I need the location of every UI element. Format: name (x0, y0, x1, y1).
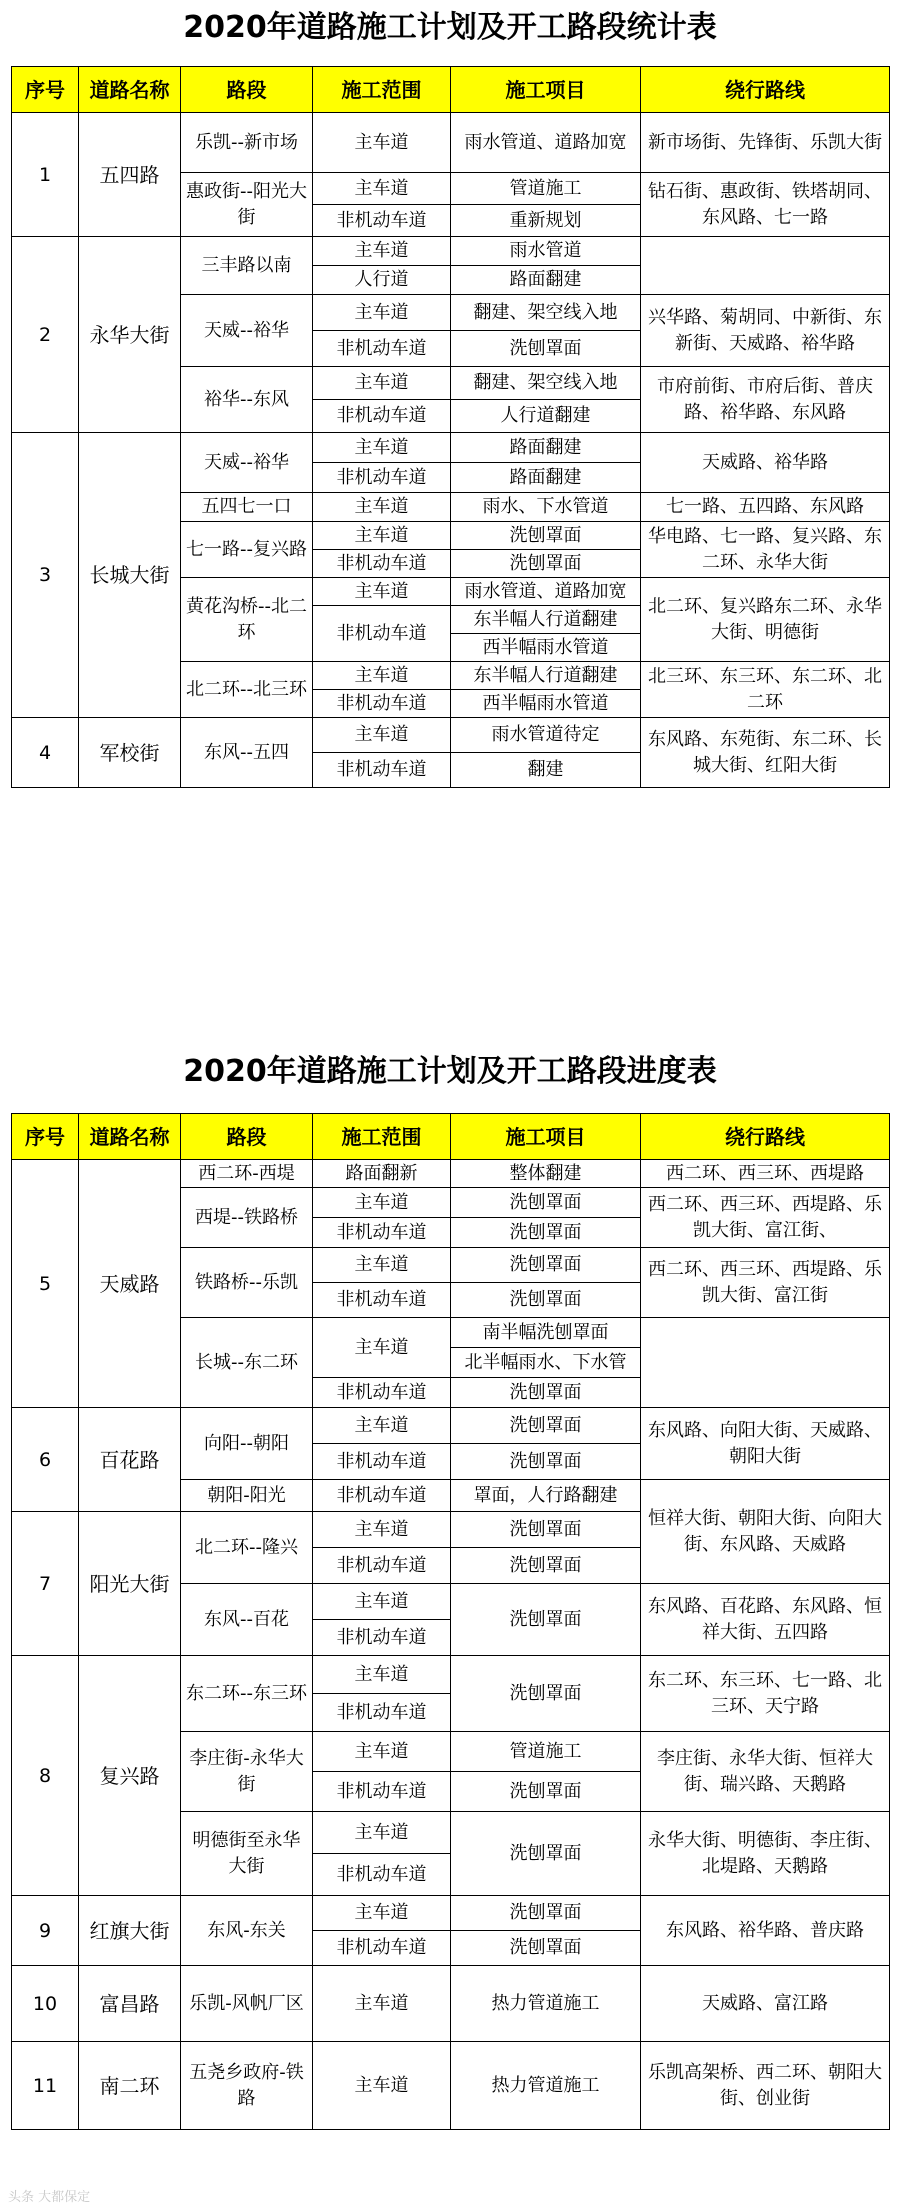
road-name: 长城大街 (79, 433, 181, 718)
construction-project: 南半幅洗刨罩面 (451, 1318, 641, 1348)
construction-project: 北半幅雨水、下水管 (451, 1348, 641, 1378)
construction-scope: 主车道 (313, 1408, 451, 1444)
construction-scope: 主车道 (313, 1812, 451, 1854)
construction-scope: 非机动车道 (313, 1378, 451, 1408)
construction-scope: 主车道 (313, 173, 451, 205)
detour-route: 东风路、东苑街、东二环、长城大街、红阳大街 (641, 718, 890, 788)
construction-project: 洗刨罩面 (451, 331, 641, 367)
construction-scope: 非机动车道 (313, 1854, 451, 1896)
construction-scope: 非机动车道 (313, 550, 451, 578)
construction-project: 洗刨罩面 (451, 550, 641, 578)
detour-route: 七一路、五四路、东风路 (641, 493, 890, 522)
table-row (12, 1966, 890, 2042)
construction-project: 翻建、架空线入地 (451, 367, 641, 400)
construction-project: 雨水管道、道路加宽 (451, 113, 641, 173)
construction-project: 重新规划 (451, 205, 641, 237)
construction-project: 管道施工 (451, 173, 641, 205)
section-name: 西二环-西堤 (181, 1160, 313, 1188)
section-name: 明德街至永华大街 (181, 1812, 313, 1896)
section-name: 东风--五四 (181, 718, 313, 788)
construction-scope: 非机动车道 (313, 400, 451, 433)
construction-scope: 非机动车道 (313, 753, 451, 788)
section-name: 七一路--复兴路 (181, 522, 313, 578)
construction-scope: 非机动车道 (313, 463, 451, 493)
construction-project: 整体翻建 (451, 1160, 641, 1188)
construction-scope: 路面翻新 (313, 1160, 451, 1188)
section-name: 西堤--铁路桥 (181, 1188, 313, 1248)
construction-scope: 主车道 (313, 237, 451, 266)
construction-project: 洗刨罩面 (451, 1512, 641, 1548)
table-row (12, 113, 890, 173)
construction-project: 雨水管道、道路加宽 (451, 578, 641, 606)
construction-project: 东半幅人行道翻建 (451, 606, 641, 634)
construction-scope: 主车道 (313, 522, 451, 550)
construction-scope: 非机动车道 (313, 205, 451, 237)
header-cell: 道路名称 (79, 1114, 181, 1160)
section-name: 天威--裕华 (181, 295, 313, 367)
road-name: 红旗大街 (79, 1896, 181, 1966)
detour-route: 西二环、西三环、西堤路、乐凯大街、富江街 (641, 1248, 890, 1318)
table-row (12, 1408, 890, 1444)
header-row (12, 1114, 890, 1160)
section-name: 乐凯--新市场 (181, 113, 313, 173)
detour-route: 东风路、裕华路、普庆路 (641, 1896, 890, 1966)
construction-scope: 非机动车道 (313, 1548, 451, 1584)
construction-scope: 非机动车道 (313, 1283, 451, 1318)
construction-project: 管道施工 (451, 1732, 641, 1772)
construction-scope: 非机动车道 (313, 1772, 451, 1812)
construction-project: 洗刨罩面 (451, 1188, 641, 1218)
section-name: 黄花沟桥--北二环 (181, 578, 313, 662)
construction-scope: 主车道 (313, 1188, 451, 1218)
section-name: 向阳--朝阳 (181, 1408, 313, 1480)
construction-project: 洗刨罩面 (451, 1931, 641, 1966)
road-name: 南二环 (79, 2042, 181, 2130)
road-name: 永华大街 (79, 237, 181, 433)
construction-progress-table (11, 1113, 890, 2130)
table1-title: 2020年道路施工计划及开工路段统计表 (183, 10, 717, 45)
header-cell: 序号 (12, 67, 79, 113)
construction-project: 路面翻建 (451, 433, 641, 463)
header-cell: 施工范围 (313, 67, 451, 113)
road-name: 复兴路 (79, 1656, 181, 1896)
serial-number: 9 (12, 1896, 79, 1966)
construction-project: 热力管道施工 (451, 1966, 641, 2042)
table-row (12, 2042, 890, 2130)
table-row (12, 237, 890, 266)
construction-scope: 非机动车道 (313, 1620, 451, 1656)
road-name: 富昌路 (79, 1966, 181, 2042)
serial-number: 7 (12, 1512, 79, 1656)
header-cell: 施工范围 (313, 1114, 451, 1160)
serial-number: 10 (12, 1966, 79, 2042)
construction-project: 洗刨罩面 (451, 1378, 641, 1408)
watermark: 头条 大都保定 (8, 2190, 91, 2205)
construction-scope: 非机动车道 (313, 1931, 451, 1966)
detour-route: 市府前街、市府后街、普庆路、裕华路、东风路 (641, 367, 890, 433)
construction-project: 洗刨罩面 (451, 1656, 641, 1732)
detour-route: 新市场街、先锋街、乐凯大街 (641, 113, 890, 173)
construction-project: 人行道翻建 (451, 400, 641, 433)
detour-route: 西二环、西三环、西堤路 (641, 1160, 890, 1188)
construction-scope: 主车道 (313, 1732, 451, 1772)
construction-project: 翻建 (451, 753, 641, 788)
detour-route: 李庄街、永华大街、恒祥大街、瑞兴路、天鹅路 (641, 1732, 890, 1812)
construction-scope: 非机动车道 (313, 690, 451, 718)
construction-scope: 非机动车道 (313, 606, 451, 662)
construction-project: 洗刨罩面 (451, 1896, 641, 1931)
table2-title: 2020年道路施工计划及开工路段进度表 (183, 1054, 717, 1089)
section-name: 东风-东关 (181, 1896, 313, 1966)
section-name: 朝阳-阳光 (181, 1480, 313, 1512)
header-cell: 道路名称 (79, 67, 181, 113)
header-cell: 路段 (181, 67, 313, 113)
construction-scope: 主车道 (313, 433, 451, 463)
construction-scope: 主车道 (313, 1318, 451, 1378)
section-name: 天威--裕华 (181, 433, 313, 493)
detour-route (641, 237, 890, 295)
header-cell: 路段 (181, 1114, 313, 1160)
detour-route (641, 1318, 890, 1408)
section-name: 李庄街-永华大街 (181, 1732, 313, 1812)
serial-number: 1 (12, 113, 79, 237)
detour-route: 北二环、复兴路东二环、永华大街、明德街 (641, 578, 890, 662)
detour-route: 东风路、百花路、东风路、恒祥大街、五四路 (641, 1584, 890, 1656)
section-name: 东二环--东三环 (181, 1656, 313, 1732)
detour-route: 东二环、东三环、七一路、北三环、天宁路 (641, 1656, 890, 1732)
detour-route: 天威路、富江路 (641, 1966, 890, 2042)
construction-project: 洗刨罩面 (451, 1548, 641, 1584)
construction-scope: 主车道 (313, 1584, 451, 1620)
header-cell: 序号 (12, 1114, 79, 1160)
construction-scope: 主车道 (313, 1512, 451, 1548)
section-name: 裕华--东风 (181, 367, 313, 433)
construction-scope: 主车道 (313, 295, 451, 331)
detour-route: 恒祥大街、朝阳大街、向阳大街、东风路、天威路 (641, 1480, 890, 1584)
table-row (12, 718, 890, 753)
section-name: 长城--东二环 (181, 1318, 313, 1408)
detour-route: 永华大街、明德街、李庄街、北堤路、天鹅路 (641, 1812, 890, 1896)
construction-statistics-table (11, 66, 890, 788)
header-row (12, 67, 890, 113)
construction-project: 洗刨罩面 (451, 1408, 641, 1444)
section-name: 三丰路以南 (181, 237, 313, 295)
road-name: 天威路 (79, 1160, 181, 1408)
table-row (12, 1160, 890, 1188)
section-name: 惠政街--阳光大街 (181, 173, 313, 237)
construction-project: 洗刨罩面 (451, 1772, 641, 1812)
road-name: 百花路 (79, 1408, 181, 1512)
serial-number: 6 (12, 1408, 79, 1512)
construction-scope: 非机动车道 (313, 1218, 451, 1248)
detour-route: 华电路、七一路、复兴路、东二环、永华大街 (641, 522, 890, 578)
serial-number: 5 (12, 1160, 79, 1408)
header-cell: 绕行路线 (641, 1114, 890, 1160)
construction-scope: 主车道 (313, 493, 451, 522)
road-name: 军校街 (79, 718, 181, 788)
construction-project: 翻建、架空线入地 (451, 295, 641, 331)
construction-project: 洗刨罩面 (451, 1283, 641, 1318)
construction-project: 雨水管道 (451, 237, 641, 266)
construction-scope: 主车道 (313, 578, 451, 606)
section-name: 东风--百花 (181, 1584, 313, 1656)
construction-scope: 主车道 (313, 1966, 451, 2042)
construction-scope: 非机动车道 (313, 1694, 451, 1732)
construction-scope: 主车道 (313, 2042, 451, 2130)
detour-route: 东风路、向阳大街、天威路、朝阳大街 (641, 1408, 890, 1480)
detour-route: 乐凯高架桥、西二环、朝阳大街、创业街 (641, 2042, 890, 2130)
road-name: 阳光大街 (79, 1512, 181, 1656)
section-name: 乐凯-风帆厂区 (181, 1966, 313, 2042)
construction-project: 路面翻建 (451, 266, 641, 295)
serial-number: 4 (12, 718, 79, 788)
construction-project: 路面翻建 (451, 463, 641, 493)
construction-scope: 主车道 (313, 718, 451, 753)
construction-project: 洗刨罩面 (451, 522, 641, 550)
section-name: 北二环--隆兴 (181, 1512, 313, 1584)
header-cell: 施工项目 (451, 1114, 641, 1160)
construction-scope: 主车道 (313, 367, 451, 400)
construction-project: 雨水管道待定 (451, 718, 641, 753)
detour-route: 兴华路、菊胡同、中新街、东新街、天威路、裕华路 (641, 295, 890, 367)
construction-scope: 主车道 (313, 113, 451, 173)
serial-number: 11 (12, 2042, 79, 2130)
detour-route: 北三环、东三环、东二环、北二环 (641, 662, 890, 718)
table-row (12, 1896, 890, 1931)
construction-scope: 人行道 (313, 266, 451, 295)
detour-route: 西二环、西三环、西堤路、乐凯大街、富江街、 (641, 1188, 890, 1248)
section-name: 五尧乡政府-铁路 (181, 2042, 313, 2130)
construction-scope: 非机动车道 (313, 1444, 451, 1480)
construction-project: 洗刨罩面 (451, 1218, 641, 1248)
serial-number: 2 (12, 237, 79, 433)
construction-project: 罩面，人行路翻建 (451, 1480, 641, 1512)
construction-scope: 非机动车道 (313, 331, 451, 367)
construction-scope: 主车道 (313, 662, 451, 690)
header-cell: 绕行路线 (641, 67, 890, 113)
construction-project: 雨水、下水管道 (451, 493, 641, 522)
table-row (12, 433, 890, 463)
section-name: 铁路桥--乐凯 (181, 1248, 313, 1318)
header-cell: 施工项目 (451, 67, 641, 113)
construction-project: 洗刨罩面 (451, 1248, 641, 1283)
construction-project: 洗刨罩面 (451, 1812, 641, 1896)
serial-number: 3 (12, 433, 79, 718)
construction-scope: 主车道 (313, 1896, 451, 1931)
construction-scope: 主车道 (313, 1656, 451, 1694)
construction-project: 热力管道施工 (451, 2042, 641, 2130)
detour-route: 天威路、裕华路 (641, 433, 890, 493)
construction-project: 洗刨罩面 (451, 1584, 641, 1656)
construction-project: 西半幅雨水管道 (451, 634, 641, 662)
serial-number: 8 (12, 1656, 79, 1896)
detour-route: 钻石街、惠政街、铁塔胡同、东风路、七一路 (641, 173, 890, 237)
section-name: 五四七一口 (181, 493, 313, 522)
table-row (12, 1656, 890, 1694)
construction-project: 洗刨罩面 (451, 1444, 641, 1480)
road-name: 五四路 (79, 113, 181, 237)
construction-project: 东半幅人行道翻建 (451, 662, 641, 690)
construction-scope: 非机动车道 (313, 1480, 451, 1512)
section-name: 北二环--北三环 (181, 662, 313, 718)
construction-project: 西半幅雨水管道 (451, 690, 641, 718)
construction-scope: 主车道 (313, 1248, 451, 1283)
